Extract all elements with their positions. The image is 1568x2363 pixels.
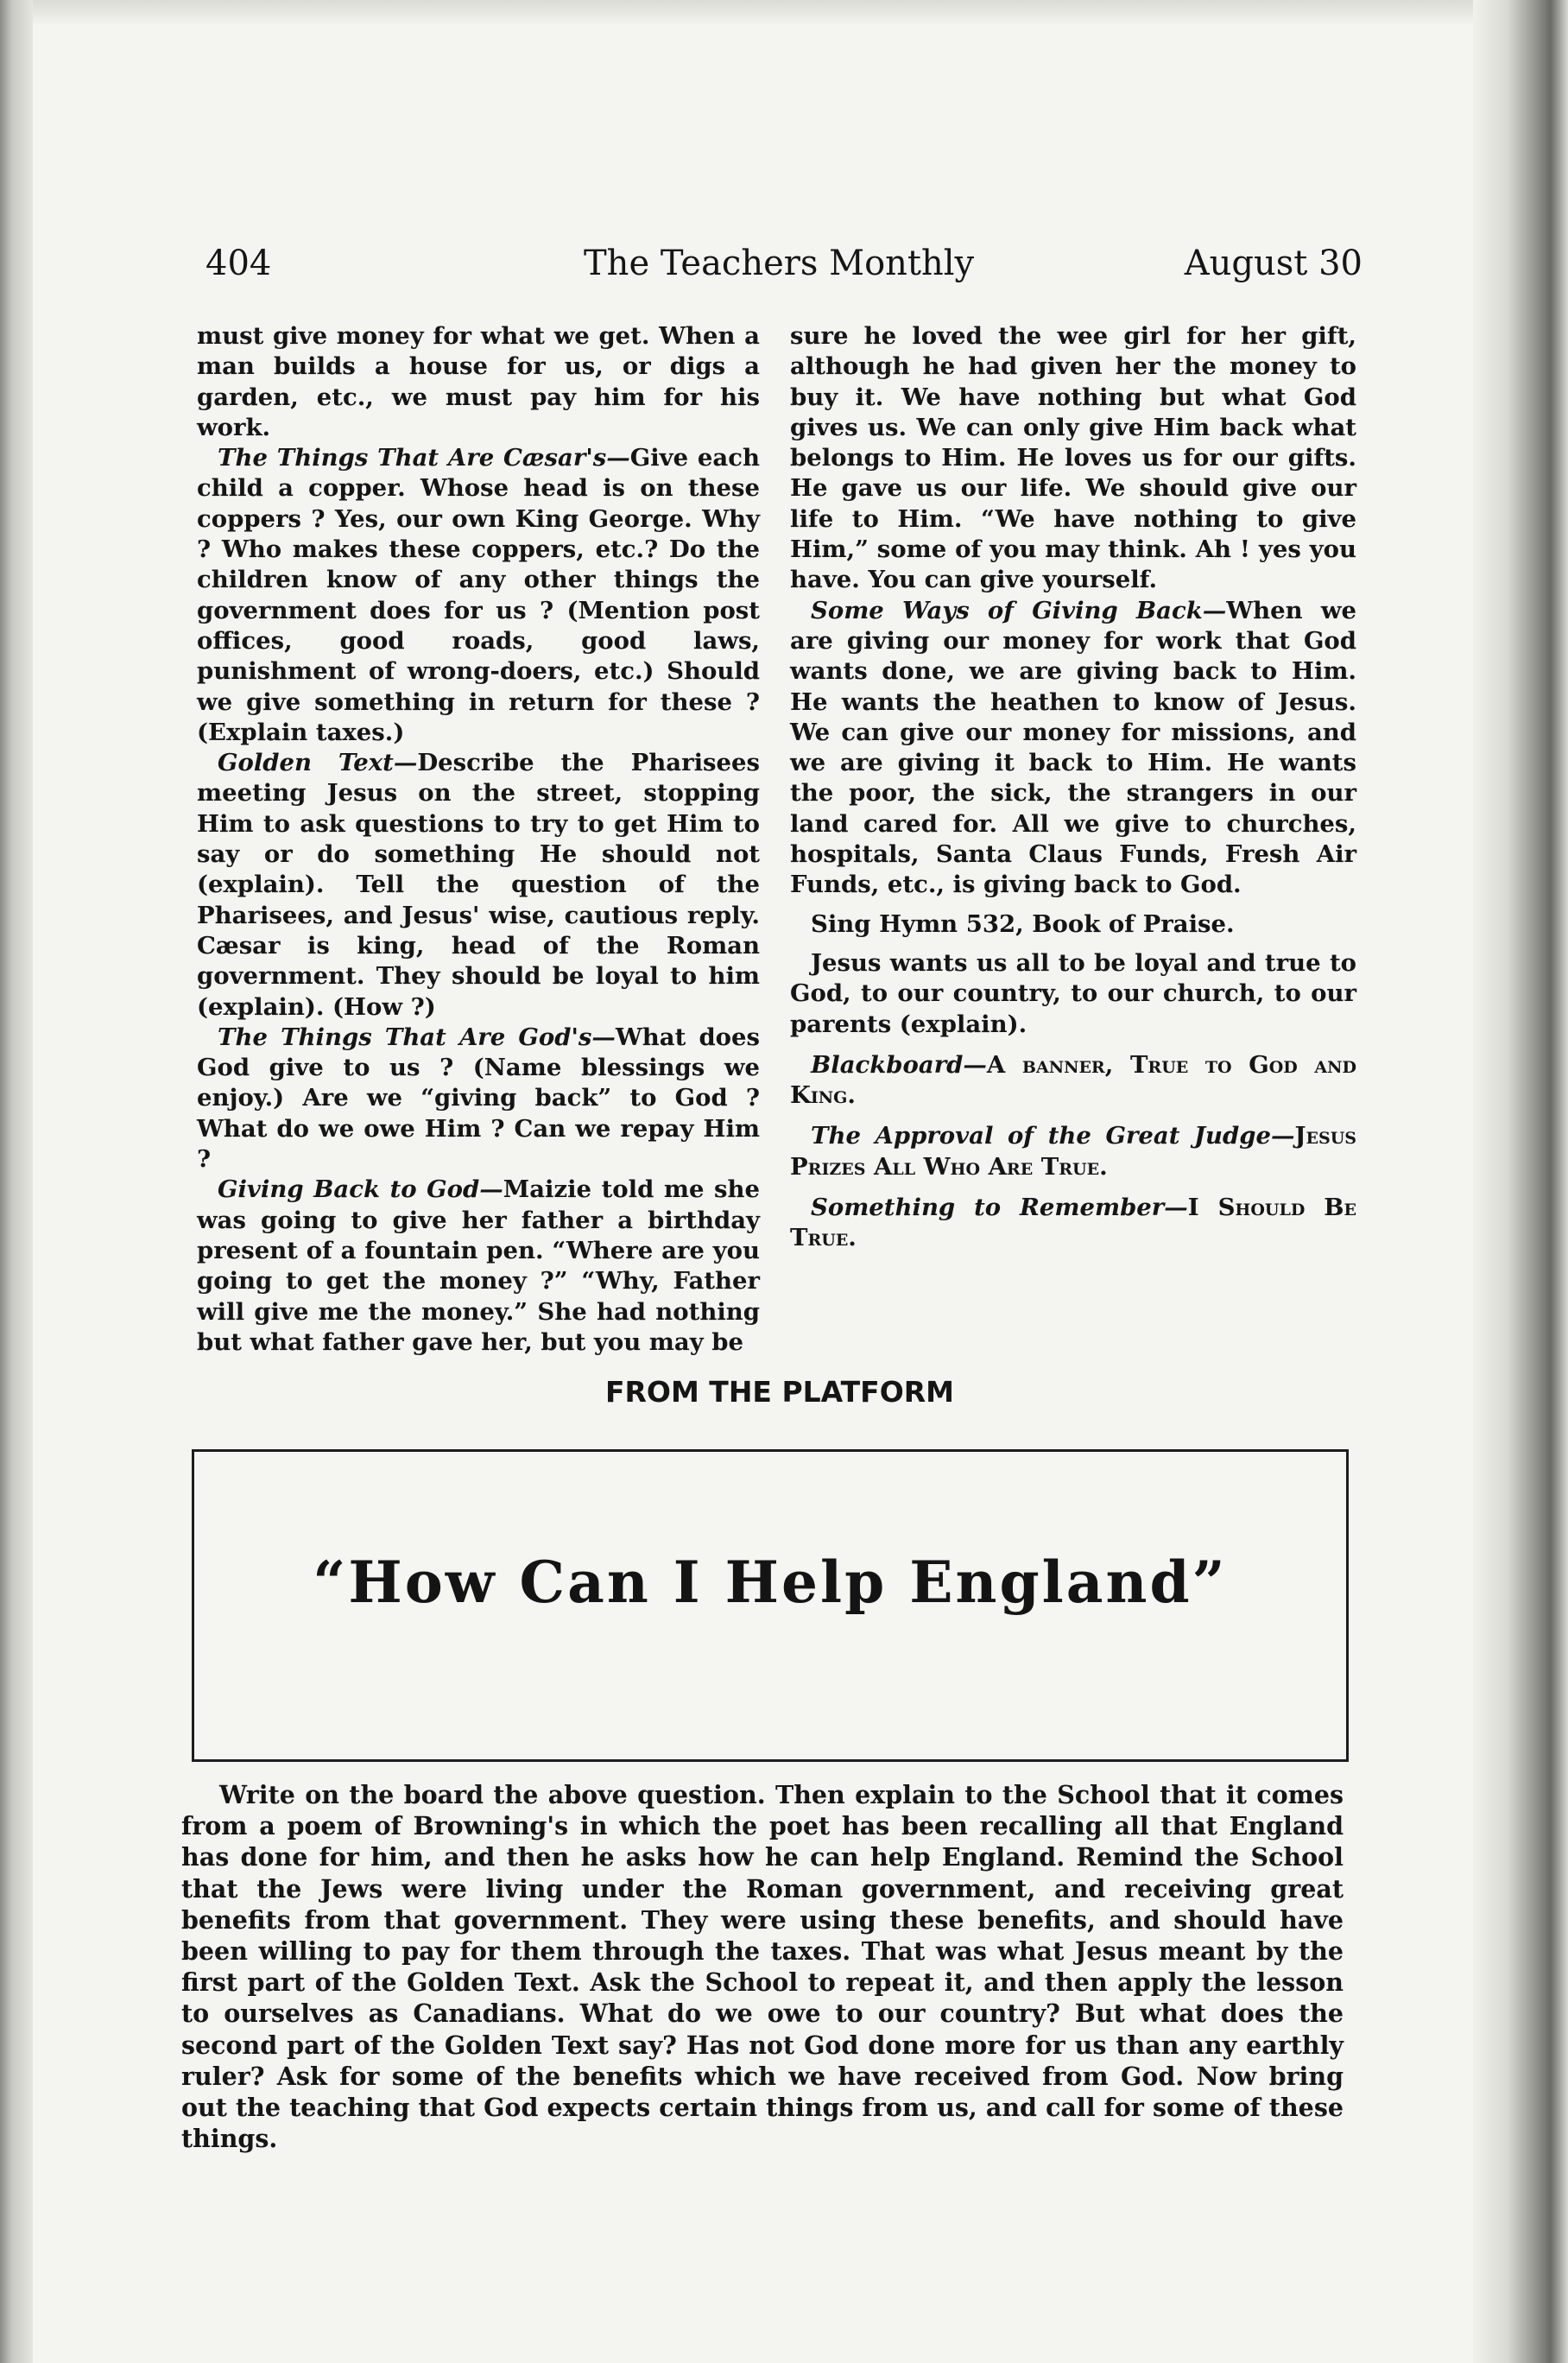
paragraph-text: Give each child a copper. Whose head is on these coppers ? Yes, our own King George. Why ? Who makes these coppers, etc.? Do the children know of any other things the government does for us ? (Mention post offices, good roads, good laws, punishment of wrong-doers, etc.) Should we give something in return for these ? (Explain taxes.) [197, 444, 760, 746]
platform-text [181, 1779, 1344, 2154]
section-title: FROM THE PLATFORM [604, 1375, 955, 1409]
paragraph [197, 1023, 760, 1175]
page-number: 404 [205, 244, 272, 283]
paragraph-lead: The Approval of the Great Judge— [811, 1122, 1295, 1150]
scan-shadow-right [1473, 0, 1568, 2363]
paragraph [790, 321, 1356, 596]
paragraph-text: Maizie told me she was going to give her father a birthday present of a fountain pen. “Where are you going to get the money ?” “Why, Father will give me the money.” She had nothing but what father gave her, but you may be [197, 1175, 761, 1356]
paragraph-text: I Should Be True. [790, 1194, 1356, 1252]
paragraph-lead: The Things That Are God's— [218, 1023, 616, 1051]
paragraph [197, 443, 760, 748]
paragraph [197, 748, 760, 1023]
paragraph-text: Describe the Pharisees meeting Jesus on the street, stopping Him to ask questions to try to get Him to say or do something He should not (explain). Tell the question of the Pharisees, and Jesus' wise, cautious reply. Cæsar is king, head of the Roman government. They should be loyal to him (explain). (How ?) [197, 749, 760, 1021]
paragraph-text: When we are giving our money for work that God wants done, we are giving back to Him. He wants the heathen to know of Jesus. We can give our money for missions, and we are giving it back to Him. He wants the poor, the sick, the strangers in our land cared for. All we give to churches, hospitals, Santa Claus Funds, Fresh Air Funds, etc., is giving back to God. [790, 596, 1356, 899]
paragraph-text: must give money for what we get. When a man builds a house for us, or digs a garden, etc., we must pay him for his work. [197, 322, 760, 441]
paragraph-text: sure he loved the wee girl for her gift, although he had given her the money to buy it. We have nothing but what God gives us. We can only give Him back what belongs to Him. He loves us for our gifts. He gave us our life. We should give our life to Him. “We have nothing to give Him,” some of you may think. Ah ! yes you have. You can give yourself. [790, 322, 1356, 594]
journal-title: The Teachers Monthly [584, 244, 975, 283]
paragraph-lead: Something to Remember— [811, 1194, 1188, 1222]
paragraph [790, 948, 1356, 1040]
blackboard-text: “How Can I Help England” [313, 1549, 1228, 1616]
paragraph-text: A banner, True to God and King. [790, 1050, 1356, 1110]
right-column [790, 321, 1356, 1254]
paragraph-lead: Giving Back to God— [218, 1175, 503, 1204]
paragraph-text: What does God give to us ? (Name blessings we enjoy.) Are we “giving back” to God ? What do we owe Him ? Can we repay Him ? [197, 1023, 760, 1174]
paragraph-lead: Blackboard— [811, 1050, 987, 1079]
paragraph [790, 909, 1356, 940]
paragraph [790, 596, 1356, 901]
blackboard-box [192, 1449, 1349, 1762]
paragraph [197, 321, 760, 443]
paragraph-text: Sing Hymn 532, Book of Praise. [811, 909, 1235, 938]
paragraph-lead: Some Ways of Giving Back— [811, 596, 1227, 624]
paragraph: Write on the board the above question. Then explain to the School that it comes from a poem of Browning's in which the poet has been recalling all that England has done for him, and then he asks how he can help England. Remind the School that the Jews were living under the Roman government, and receiving great benefits from that government. They were using these benefits, and should have been willing to pay for them through the taxes. That was what Jesus meant by the first part of the Golden Text. Ask the School to repeat it, and then apply the lesson to ourselves as Canadians. What do we owe to our country? But what does the second part of the Golden Text say? Has not God done more for us than any earthly ruler? Ask for some of the benefits which we have received from God. Now bring out the teaching that God expects certain things from us, and call for some of these things. [181, 1780, 1344, 2154]
paragraph-lead: The Things That Are Cæsar's— [218, 444, 630, 472]
paragraph [197, 1175, 760, 1358]
scan-shadow-top [0, 0, 1568, 26]
paragraph [790, 1050, 1356, 1112]
left-column [197, 321, 760, 1358]
paragraph-text: Jesus Prizes All Who Are True. [790, 1122, 1356, 1181]
page-header [197, 244, 1363, 295]
scan-shadow-left [0, 0, 33, 2363]
paragraph-text: Jesus wants us all to be loyal and true to God, to our country, to our church, to our parents (explain). [790, 948, 1356, 1038]
paragraph [790, 1193, 1356, 1254]
paragraph-lead: Golden Text— [218, 749, 418, 777]
paragraph [790, 1121, 1356, 1182]
issue-date: August 30 [1184, 244, 1363, 283]
